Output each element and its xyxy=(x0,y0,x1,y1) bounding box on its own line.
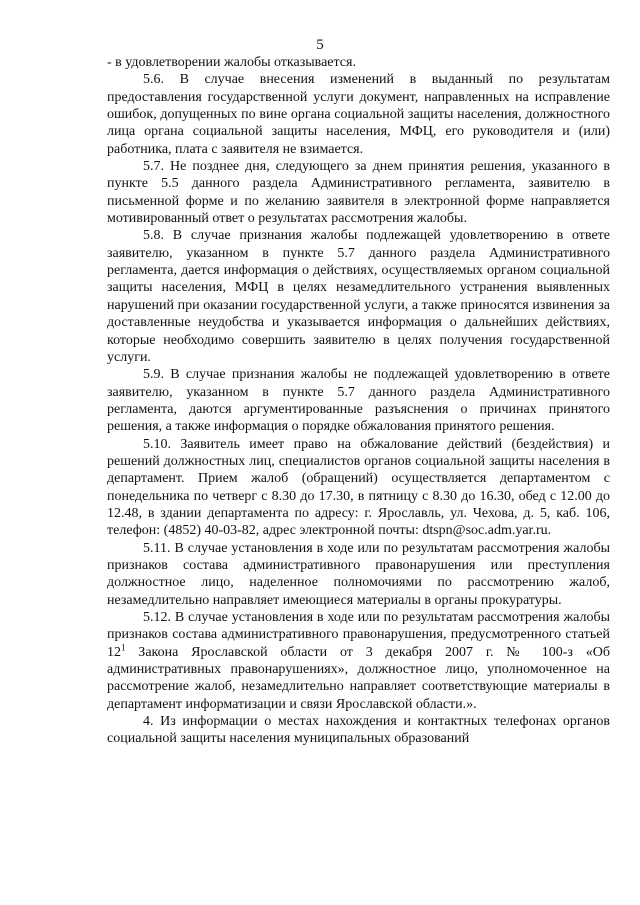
paragraph-5-6: 5.6. В случае внесения изменений в выданный по результатам предоставления государственной услуги документ, направленных на исправление ошибок, допущенных по вине органа социальной защиты населения, должностного лица органа социальной защиты населения, МФЦ, его руководителя и (или) работника, плата с заявителя не взимается. xyxy=(107,72,610,157)
paragraph-5-12 xyxy=(107,609,610,713)
page-number: 5 xyxy=(316,37,324,53)
paragraph-4: 4. Из информации о местах нахождения и контактных телефонах органов социальной защиты населения муниципальных образований xyxy=(107,714,610,747)
article-superscript: 1 xyxy=(121,642,126,653)
paragraph-5-9: 5.9. В случае признания жалобы не подлежащей удовлетворению в ответе заявителю, указанном в пункте 5.7 данного раздела Административного регламента, даются аргументированные разъяснения о причинах принятого решения, а также информация о порядке обжалования принятого решения. xyxy=(107,367,610,435)
paragraph-5-10: 5.10. Заявитель имеет право на обжалование действий (бездействия) и решений должностных лиц, специалистов органов социальной защиты населения в департамент. Прием жалоб (обращений) осуществляется департаментом с понедельника по четверг с 8.30 до 17.30, в пятницу с 8.30 до 16.30, обед с 12.00 до 12.48, в здании департамента по адресу: г. Ярославль, ул. Чехова, д. 5, каб. 106, телефон: (4852) 40-03-82, адрес электронной почты: dtspn@soc.adm.yar.ru. xyxy=(107,436,610,539)
paragraph-5-12-text-end: Закона Ярославской области от 3 декабря 2007 г. № 100-з «Об административных правонарушениях», должностное лицо, уполномоченное на рассмотрение жалоб, незамедлительно направляет соответствующие материалы в департамент информатизации и связи Ярославской области.». xyxy=(107,644,610,712)
paragraph-5-7: 5.7. Не позднее дня, следующего за днем принятия решения, указанного в пункте 5.5 данного раздела Административного регламента, заявителю в письменной форме и по желанию заявителя в электронной форме направляется мотивированный ответ о результатах рассмотрения жалобы. xyxy=(107,159,610,227)
paragraph-5-12-text-start: 5.12. В случае установления в ходе или по результатам рассмотрения жалобы признаков состава административного правонарушения, предусмотренного статьей 12 xyxy=(107,610,610,660)
paragraph-5-11: 5.11. В случае установления в ходе или по результатам рассмотрения жалобы признаков состава административного правонарушения или преступления должностное лицо, наделенное полномочиями по рассмотрению жалоб, незамедлительно направляет имеющиеся материалы в органы прокуратуры. xyxy=(107,540,610,608)
document-body xyxy=(107,54,610,748)
paragraph-refusal: - в удовлетворении жалобы отказывается. xyxy=(107,55,356,70)
paragraph-5-8: 5.8. В случае признания жалобы подлежащей удовлетворению в ответе заявителю, указанном в пункте 5.7 данного раздела Административного регламента, дается информация о действиях, осуществляемых органом социальной защиты населения, МФЦ в целях незамедлительного устранения выявленных нарушений при оказании государственной услуги, а также приносятся извинения за доставленные неудобства и указывается информация о дальнейших действиях, которые необходимо совершить заявителю в целях получения государственной услуги. xyxy=(107,228,610,365)
